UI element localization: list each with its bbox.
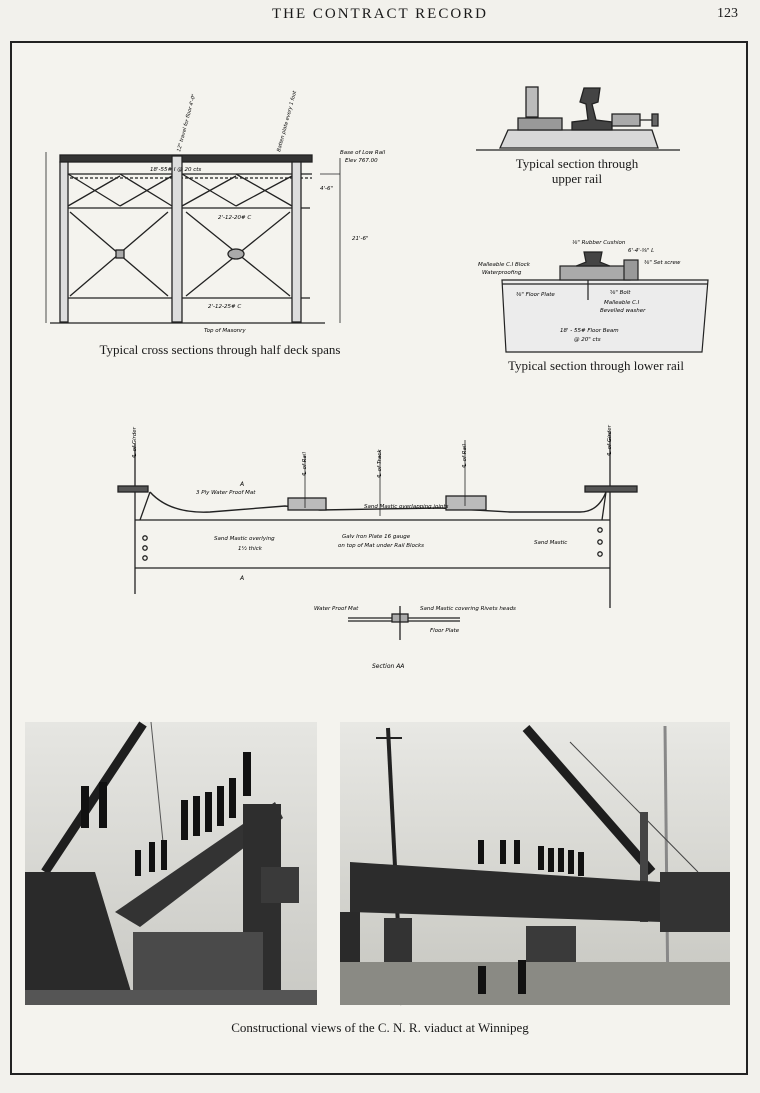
label-dim-height: 21'-6" [352,236,369,242]
section-aa-title: Section AA [372,663,405,670]
photos-caption: Constructional views of the C. N. R. viaduct at Winnipeg [231,1020,529,1035]
deck-section-drawing [110,426,650,616]
upper-rail-caption-line2: upper rail [551,171,603,186]
label-plate2: on top of Mat under Rail Blocks [338,543,425,549]
label-aa-mat: Water Proof Mat [314,606,359,612]
label-dim-top: 18'-55# I @ 20 cts [150,167,202,173]
half-deck-cross-section-drawing [40,90,400,338]
label-sand-right: Sand Mastic [534,540,568,546]
label-plate1: Galv Iron Plate 16 gauge [342,534,411,540]
label-sand-left2: 1½ thick [238,546,262,552]
label-cl-track: ℄ of Track [377,449,383,478]
page-header [0,0,760,32]
lower-rail-section-drawing [476,234,716,356]
viaduct-photo-right [340,722,730,1005]
label-dim-small: 4'-6" [320,186,334,192]
half-deck-caption: Typical cross sections through half deck spans [99,342,341,357]
label-washer2: Bevelled washer [600,308,646,314]
upper-rail-section-drawing [472,82,682,154]
label-note-a: 12" travel for floor 4'-0" [176,93,198,153]
label-sand-left1: Sand Mastic overlying [214,536,275,542]
label-mat: 3 Ply Water Proof Mat [196,490,256,496]
upper-rail-caption-line1: Typical section through [515,156,639,171]
viaduct-photo-left [25,722,317,1005]
upper-rail-caption [472,156,682,186]
label-a-top: A [240,481,245,488]
page-number: 123 [717,6,738,21]
label-a-bot: A [240,575,245,582]
label-set-screw: ⅜" Set screw [644,260,681,266]
label-dim-mid: 2'-12-20# C [218,215,252,221]
label-cl-rail2: ℄ of Rail [462,444,468,468]
label-sand-top: Sand Mastic overlapping joints [364,504,449,510]
label-angle: 6'·4'·⅜" L [628,248,655,254]
lower-rail-caption: Typical section through lower rail [508,358,684,373]
label-cl-left: ℄ of Girder [132,427,138,458]
label-cl-right: ℄ of Girder [607,425,613,456]
label-washer1: Malleable C.I [604,300,640,306]
label-aa-sand: Sand Mastic covering Rivets heads [420,606,516,612]
label-beam1: 18' - 55# Floor Beam [560,328,619,334]
label-note-b: Batten plate every 1 foot [276,90,299,153]
label-beam2: @ 20" cts [574,337,601,343]
section-aa-drawing [310,600,550,672]
label-rubber: ⅛" Rubber Cushion [572,240,626,246]
label-dim-bot: 2'-12-25# C [208,304,242,310]
label-top-masonry: Top of Masonry [204,328,246,334]
journal-title: THE CONTRACT RECORD [271,6,489,22]
label-aa-floor: Floor Plate [430,628,460,634]
label-bolt: ⅝" Bolt [610,290,631,296]
label-waterproofing: Waterproofing [482,270,522,276]
label-floor-plate: ⅜" Floor Plate [516,292,555,298]
label-elev: Elev 767.00 [345,158,378,164]
label-cl-rail1: ℄ of Rail [302,452,308,476]
label-block: Malleable C.I Block [478,262,530,268]
label-base-low-rail: Base of Low Rail [340,150,386,156]
